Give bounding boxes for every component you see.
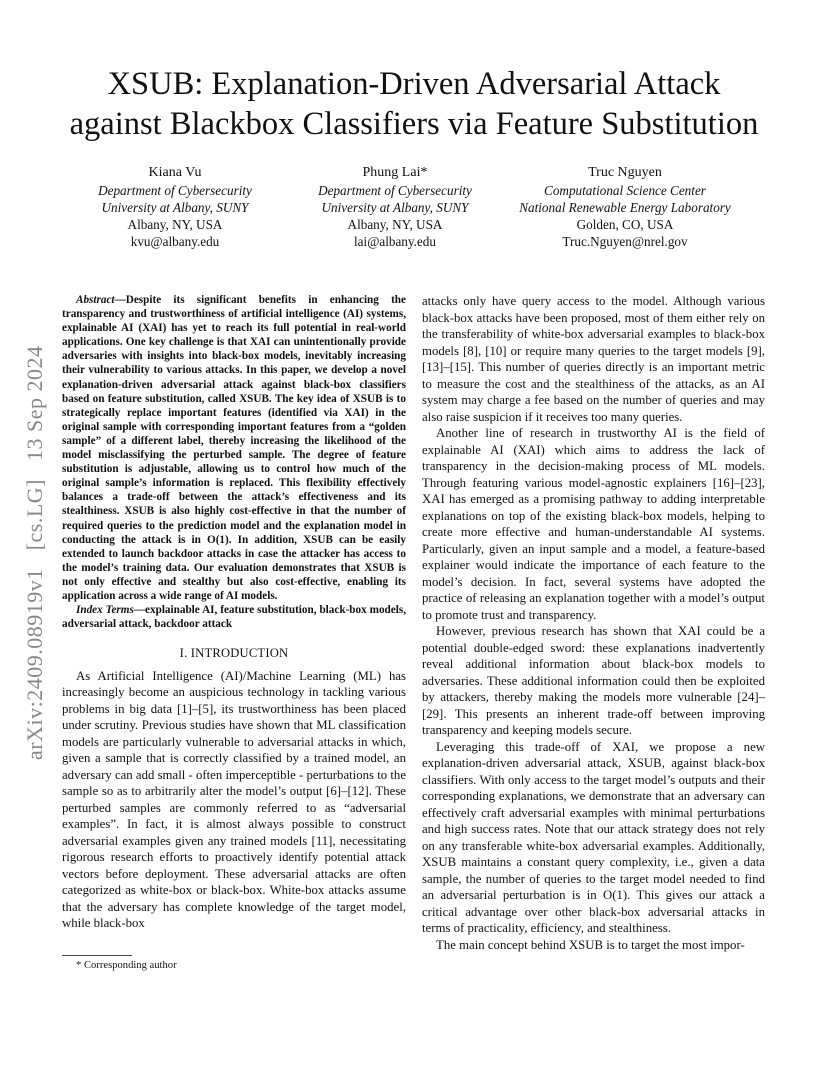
paper-title	[40, 64, 788, 144]
section-heading-introduction: I. INTRODUCTION	[179, 646, 289, 661]
intro-paragraph-3: Another line of research in trustworthy AI is the field of explainable AI (XAI) which aims to address the lack of transparency in the decision-making process of ML models. Through featuring various model-agnostic explainers [16]–[23], XAI has emerged as a promising pathway to adding interpretable explanations on top of the existing black-box models, helping to create more effective and human-understandable AI systems. Particularly, given an input sample and a model, a feature-based explainer would indicate the importance of each feature to the model’s decision. In fact, several systems have adopted the practice of releasing an explanation together with a model’s output to promote trust and transparency.	[422, 426, 765, 622]
author-email[interactable]: Truc.Nguyen@nrel.gov	[562, 234, 688, 249]
author-email[interactable]: lai@albany.edu	[354, 234, 436, 249]
author-2: Phung Lai* Department of Cybersecurity University at Albany, SUNY Albany, NY, USA lai@albany.edu	[290, 164, 500, 250]
right-column	[422, 293, 765, 953]
index-terms: Index Terms—explainable AI, feature substitution, black-box models, adversarial attack, backdoor attack	[62, 604, 406, 631]
author-email[interactable]: kvu@albany.edu	[130, 234, 220, 249]
intro-paragraph-6: The main concept behind XSUB is to target the most impor-	[436, 937, 745, 952]
author-1: Kiana Vu Department of Cybersecurity University at Albany, SUNY Albany, NY, USA kvu@albany.edu	[70, 164, 280, 250]
intro-paragraph-4: However, previous research has shown that XAI could be a potential double-edged sword: these explanations inadvertently reveal additional information about black-box models to adversaries. These additional information could then be exploited by attackers, thereby making the models more vulnerable [24]–[29]. This presents an inherent trade-off between improving transparency and keeping models secure.	[422, 624, 765, 737]
footnote: * Corresponding author	[76, 960, 177, 971]
arxiv-id: arXiv:2409.08919v1	[22, 568, 47, 760]
arxiv-category: [cs.LG]	[22, 478, 47, 551]
left-column	[62, 293, 406, 932]
author-3: Truc Nguyen Computational Science Center National Renewable Energy Laboratory Golden, CO, USA Truc.Nguyen@nrel.gov	[500, 164, 750, 250]
arxiv-date: 13 Sep 2024	[22, 345, 47, 461]
author-block	[90, 164, 770, 254]
intro-paragraph-5: Leveraging this trade-off of XAI, we propose a new explanation-driven adversarial attack, XSUB, against black-box classifiers. With only access to the target model’s outputs and their corresponding explanations, we demonstrate that an adversary can effectively craft adversarial examples with minimal perturbations and high success rates. Note that our attack strategy does not rely on any transferable white-box adversarial examples. Additionally, XSUB maintains a constant query complexity, i.e., given a data sample, the number of queries to the target model needed to find an adversarial perturbation is in O(1). This gives our attack a critical advantage over other black-box adversarial attacks in terms of practicality, efficiency, and stealthiness.	[422, 739, 765, 935]
intro-paragraph-1: As Artificial Intelligence (AI)/Machine Learning (ML) has increasingly become an auspicious technology in tackling various problems in big data [1]–[5], its trustworthiness has been placed under scrutiny. Previous studies have shown that ML classification models are particularly vulnerable to adversarial attacks in which, given a sample that is correctly classified by a trained model, an adversary can add small - often imperceptible - perturbations to the sample so as to arbitrarily alter the model’s output [6]–[12]. These perturbed samples are commonly referred to as “adversarial examples”. In fact, it is almost always possible to construct adversarial examples given any trained models [11], necessitating rigorous research efforts to proactively identify potential attack vectors before deployment. These adversarial attacks are often categorized as white-box or black-box. White-box attacks assume that the adversary has complete knowledge of the target model, while black-box	[62, 668, 406, 931]
title-line-1: XSUB: Explanation-Driven Adversarial Attack	[107, 66, 721, 102]
title-line-2: against Blackbox Classifiers via Feature Substitution	[69, 106, 759, 142]
abstract: Abstract—Despite its significant benefits in enhancing the transparency and trustworthiness of artificial intelligence (AI) systems, explainable AI (XAI) has yet to reach its full potential in real-world applications. One key challenge is that XAI can unintentionally provide adversaries with insights into black-box models, inevitably increasing their vulnerability to various attacks. In this paper, we develop a novel explanation-driven adversarial attack against black-box classifiers based on feature substitution, called XSUB. The key idea of XSUB is to strategically replace important features (identified via XAI) in the original sample with corresponding important features from a “golden sample” of a different label, thereby increasing the likelihood of the model misclassifying the perturbed sample. The degree of feature substitution is adjustable, allowing us to control how much of the original sample’s information is replaced. This flexibility effectively balances a trade-off between the attack’s effectiveness and its stealthiness. XSUB is also highly cost-effective in that the number of required queries to the prediction model and the explanation model in conducting the attack is in O(1). In addition, XSUB can be easily extended to launch backdoor attacks in case the attacker has access to the model’s training data. Our evaluation demonstrates that XSUB is not only effective and stealthy but also cost-effective, enabling its application across a wide range of AI models.	[62, 294, 406, 602]
footnote-divider	[62, 955, 132, 956]
intro-paragraph-2: attacks only have query access to the model. Although various black-box attacks have been proposed, most of them either rely on the transferability of white-box adversarial examples to black-box models [8], [10] or require many queries to the target models [9], [13]–[15]. This number of queries directly is an important metric to measure the cost and the stealthiness of the attacks, as an AI system may charge a fee based on the number of queries and may also raise suspicion if it receives too many queries.	[422, 294, 765, 424]
